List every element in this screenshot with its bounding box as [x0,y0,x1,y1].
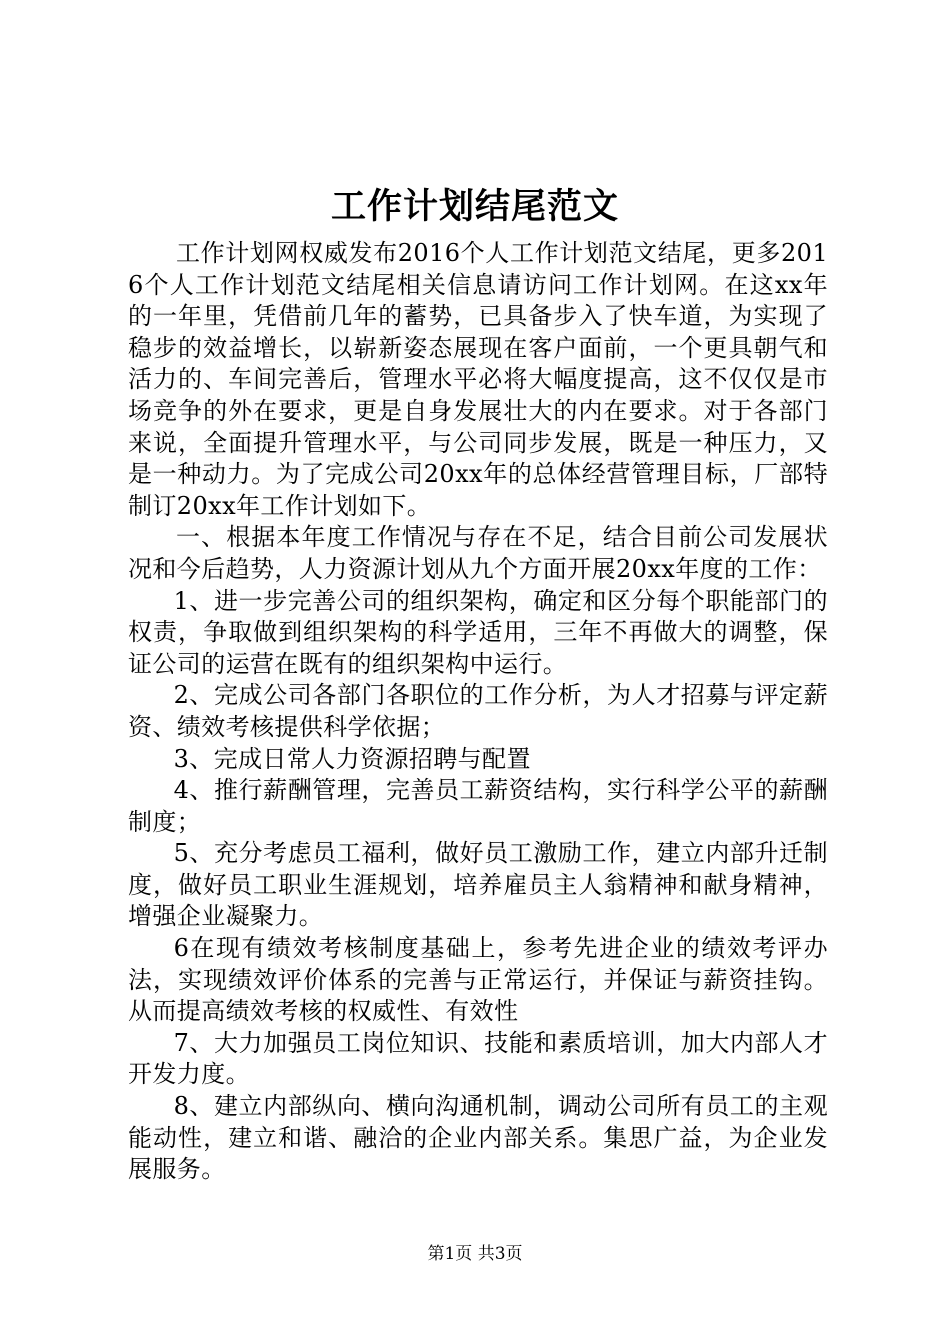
section-heading-paragraph: 一、根据本年度工作情况与存在不足，结合目前公司发展状况和今后趋势，人力资源计划从九个方面开展20xx年度的工作： [128,523,828,583]
list-item: 7、大力加强员工岗位知识、技能和素质培训，加大内部人才开发力度。 [128,1028,828,1089]
list-item: 6在现有绩效考核制度基础上，参考先进企业的绩效考评办法，实现绩效评价体系的完善与正常运行，并保证与薪资挂钩。从而提高绩效考核的权威性、有效性 [128,934,828,1026]
document-body [128,238,828,1186]
page-footer: 第1页 共3页 [427,1244,523,1264]
list-item: 2、完成公司各部门各职位的工作分析，为人才招募与评定薪资、绩效考核提供科学依据； [128,681,828,741]
list-item: 3、完成日常人力资源招聘与配置 [173,744,531,773]
document-title: 工作计划结尾范文 [330,186,619,227]
list-item: 1、进一步完善公司的组织架构，确定和区分每个职能部门的权责，争取做到组织架构的科学适用，三年不再做大的调整，保证公司的运营在既有的组织架构中运行。 [128,586,828,678]
list-item: 4、推行薪酬管理，完善员工薪资结构，实行科学公平的薪酬制度； [128,776,828,836]
list-item: 8、建立内部纵向、横向沟通机制，调动公司所有员工的主观能动性，建立和谐、融洽的企业内部关系。集思广益，为企业发展服务。 [128,1092,828,1184]
list-item: 5、充分考虑员工福利，做好员工激励工作，建立内部升迁制度，做好员工职业生涯规划，培养雇员主人翁精神和献身精神，增强企业凝聚力。 [128,839,828,931]
intro-paragraph: 工作计划网权威发布2016个人工作计划范文结尾，更多2016个人工作计划范文结尾相关信息请访问工作计划网。在这xx年的一年里，凭借前几年的蓄势，已具备步入了快车道，为实现了稳步的效益增长，以崭新姿态展现在客户面前，一个更具朝气和活力的、车间完善后，管理水平必将大幅度提高，这不仅仅是市场竞争的外在要求，更是自身发展壮大的内在要求。对于各部门来说，全面提升管理水平，与公司同步发展，既是一种压力，又是一种动力。为了完成公司20xx年的总体经营管理目标，厂部特制订20xx年工作计划如下。 [128,239,828,520]
